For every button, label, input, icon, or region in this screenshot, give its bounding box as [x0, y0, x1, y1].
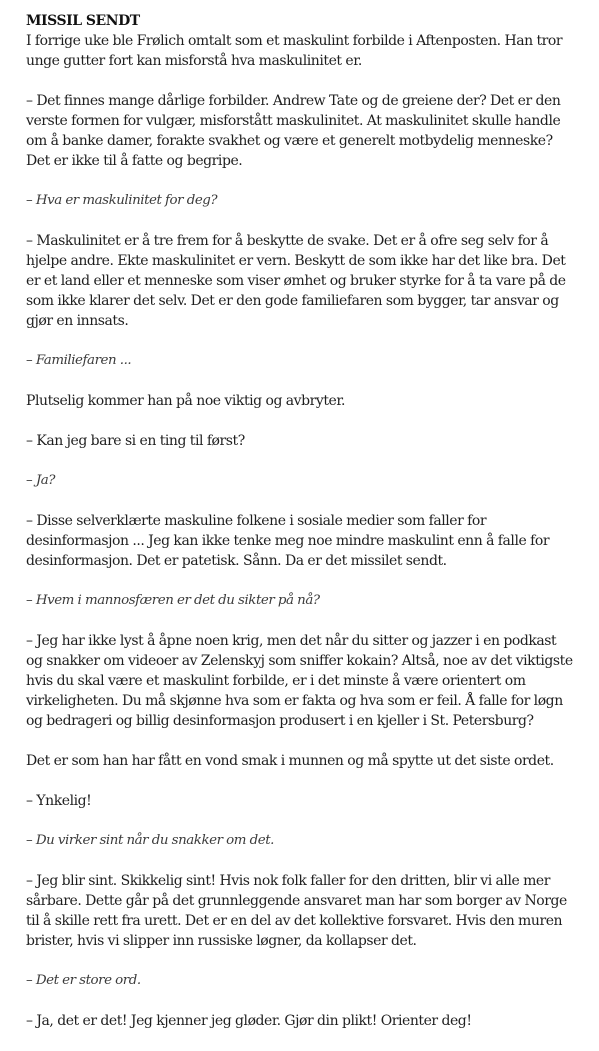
interview-question: – Familiefaren ...: [26, 353, 132, 368]
article: [26, 11, 576, 1051]
paragraph: – Jeg blir sint. Skikkelig sint! Hvis nok folk faller for den dritten, blir vi alle mer sårbare. Dette går på det grunnleggende ansvaret man har som borger av Norge til å skille rett fra urett. Det er en del av det kollektive forsvaret. Hvis den muren brister, hvis vi slipper inn russiske løgner, da kollapser det.: [26, 873, 567, 949]
interview-question: – Du virker sint når du snakker om det.: [26, 833, 274, 848]
paragraph: I forrige uke ble Frølich omtalt som et maskulint forbilde i Aftenposten. Han tror unge gutter fort kan misforstå hva maskulinitet er.: [26, 33, 563, 69]
paragraph: – Kan jeg bare si en ting til først?: [26, 433, 245, 449]
interview-question: – Hvem i mannosfæren er det du sikter på nå?: [26, 593, 320, 608]
article-heading: MISSIL SENDT: [26, 13, 140, 29]
paragraph: – Disse selverklærte maskuline folkene i sosiale medier som faller for desinformasjon ... Jeg kan ikke tenke meg noe mindre maskulint enn å falle for desinformasjon. Det er patetisk. Sånn. Da er det missilet sendt.: [26, 513, 550, 569]
interview-question: – Hva er maskulinitet for deg?: [26, 193, 218, 208]
paragraph: – Jeg har ikke lyst å åpne noen krig, men det når du sitter og jazzer i en podkast og snakker om videoer av Zelenskyj som sniffer kokain? Altså, noe av det viktigste hvis du skal være et maskulint forbilde, er i det minste å være orientert om virkeligheten. Du må skjønne hva som er fakta og hva som er feil. Å falle for løgn og bedrageri og billig desinformasjon produsert i en kjeller i St. Petersburg?: [26, 633, 573, 729]
paragraph: – Ynkelig!: [26, 793, 92, 809]
paragraph: Plutselig kommer han på noe viktig og avbryter.: [26, 393, 346, 409]
paragraph: Det er som han har fått en vond smak i munnen og må spytte ut det siste ordet.: [26, 753, 554, 769]
paragraph: – Maskulinitet er å tre frem for å beskytte de svake. Det er å ofre seg selv for å hjelpe andre. Ekte maskulinitet er vern. Beskytt de som ikke har det like bra. Det er et land eller et menneske som viser ømhet og bruker styrke for å ta vare på de som ikke klarer det selv. Det er den gode familiefaren som bygger, tar ansvar og gjør en innsats.: [26, 233, 566, 329]
interview-question: – Det er store ord.: [26, 973, 141, 988]
paragraph: – Ja, det er det! Jeg kjenner jeg gløder. Gjør din plikt! Orienter deg!: [26, 1013, 472, 1029]
interview-question: – Ja?: [26, 473, 56, 488]
paragraph: – Det finnes mange dårlige forbilder. Andrew Tate og de greiene der? Det er den verste formen for vulgær, misforstått maskulinitet. At maskulinitet skulle handle om å banke damer, forakte svakhet og være et generelt motbydelig menneske? Det er ikke til å fatte og begripe.: [26, 93, 561, 169]
